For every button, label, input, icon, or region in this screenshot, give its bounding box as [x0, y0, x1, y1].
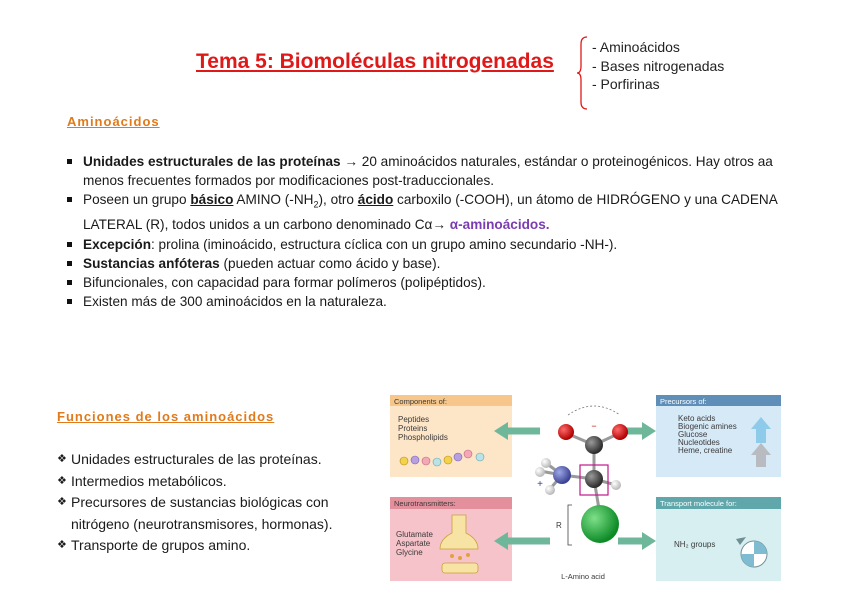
page-title: Tema 5: Biomoléculas nitrogenadas: [196, 50, 554, 73]
function-item: ❖ Precursores de sustancias biológicas con nitrógeno (neurotransmisores, hormonas).: [57, 492, 377, 535]
alpha-aminoacidos: α-aminoácidos.: [449, 217, 550, 233]
neuro-item: Glycine: [396, 548, 423, 557]
amino-acid-molecule: [535, 406, 628, 581]
arrow-text: →: [432, 217, 450, 233]
oxygen-atom: [612, 424, 628, 440]
aminoacid-bullets: [66, 152, 786, 311]
precursors-item: Heme, creatine: [678, 446, 733, 455]
bullet-item: [66, 235, 786, 254]
bullet-item: [66, 152, 786, 190]
topic-item: - Porfirinas: [592, 76, 660, 92]
arrow-text: →: [340, 154, 362, 169]
alpha-carbon: [585, 470, 603, 488]
components-item: Peptides: [398, 415, 430, 424]
bullet-text: : prolina (iminoácido, estructura cíclica con un grupo amino secundario -NH-).: [151, 236, 618, 252]
components-box: [390, 395, 512, 477]
topic-item: - Aminoácidos: [592, 39, 680, 55]
bullet-item: [66, 190, 786, 234]
hydrogen-atom: [545, 485, 555, 495]
flow-arrows: [494, 422, 656, 550]
amino-acid-figure: [390, 387, 784, 585]
figure-caption: L-Amino acid: [561, 572, 605, 581]
topic-list: [592, 38, 724, 94]
section-heading-funciones: Funciones de los aminoácidos: [57, 409, 275, 424]
subscript: 2: [313, 200, 319, 211]
section-heading-aminoacidos: Aminoácidos: [67, 114, 160, 129]
arrow-right-icon: [642, 422, 656, 440]
neurotransmitters-box: [390, 497, 512, 581]
hydrogen-atom: [535, 467, 545, 477]
bullet-item: [66, 254, 786, 273]
bullet-text: AMINO (-NH: [233, 192, 314, 208]
transport-box-bg: [656, 497, 781, 581]
emphasis-acido: ácido: [357, 192, 394, 208]
components-item: Proteins: [398, 424, 428, 433]
bullet-text: (pueden actuar como ácido y base).: [219, 255, 441, 271]
function-item: ❖ Unidades estructurales de las proteínas.: [57, 449, 377, 471]
transport-item: NH₂ groups: [674, 540, 716, 549]
function-item: ❖ Transporte de grupos amino.: [57, 535, 377, 557]
bold-text: Sustancias anfóteras: [83, 255, 220, 271]
nitrogen-atom: [553, 466, 571, 484]
emphasis-basico: básico: [190, 192, 234, 208]
components-title: Components of:: [394, 397, 447, 406]
hydrogen-atom: [611, 480, 621, 490]
bullet-text: Poseen un grupo: [83, 192, 191, 208]
r-label: R: [556, 521, 562, 530]
bullet-text: 20 aminoácidos naturales, estándar o proteinogénicos. Hay otros aa menos frecuentes formados por modificaciones post-traduccionales.: [83, 154, 773, 189]
function-item: ❖ Intermedios metabólicos.: [57, 471, 377, 493]
r-group-sphere: [581, 505, 619, 543]
neuro-title: Neurotransmitters:: [394, 499, 456, 508]
transport-title: Transport molecule for:: [660, 499, 737, 508]
plus-symbol: +: [537, 479, 543, 490]
functions-list: [57, 449, 377, 557]
bullet-text: ), otro: [318, 192, 358, 208]
precursors-box: [656, 395, 781, 477]
precursors-item: Glucose: [678, 430, 708, 439]
bold-text: Unidades estructurales de las proteínas: [83, 154, 341, 169]
curly-brace: [576, 36, 590, 110]
transport-box: [656, 497, 781, 581]
neuro-item: Glutamate: [396, 530, 433, 539]
arrow-right-icon: [642, 532, 656, 550]
precursors-title: Precursors of:: [660, 397, 707, 406]
neuro-item: Aspartate: [396, 539, 431, 548]
components-item: Phospholipids: [398, 433, 448, 442]
topic-item: - Bases nitrogenadas: [592, 57, 725, 74]
r-bracket: [568, 505, 572, 545]
precursors-item: Keto acids: [678, 414, 716, 423]
precursors-item: Biogenic amines: [678, 422, 737, 431]
carboxyl-carbon: [585, 436, 603, 454]
precursors-item: Nucleotides: [678, 438, 720, 447]
minus-symbol: −: [591, 421, 597, 431]
charge-arc: [568, 406, 620, 415]
oxygen-atom: [558, 424, 574, 440]
bold-text: Excepción: [83, 236, 151, 252]
bullet-item: Existen más de 300 aminoácidos en la naturaleza.: [66, 292, 786, 311]
bullet-text: carboxilo (-COOH), un átomo de HIDRÓGENO y una CADENA LATERAL (R), todos unidos a un carbono denominado Cα: [83, 192, 778, 233]
hydrogen-atom: [541, 458, 551, 468]
bullet-item: Bifuncionales, con capacidad para formar polímeros (polipéptidos).: [66, 273, 786, 292]
